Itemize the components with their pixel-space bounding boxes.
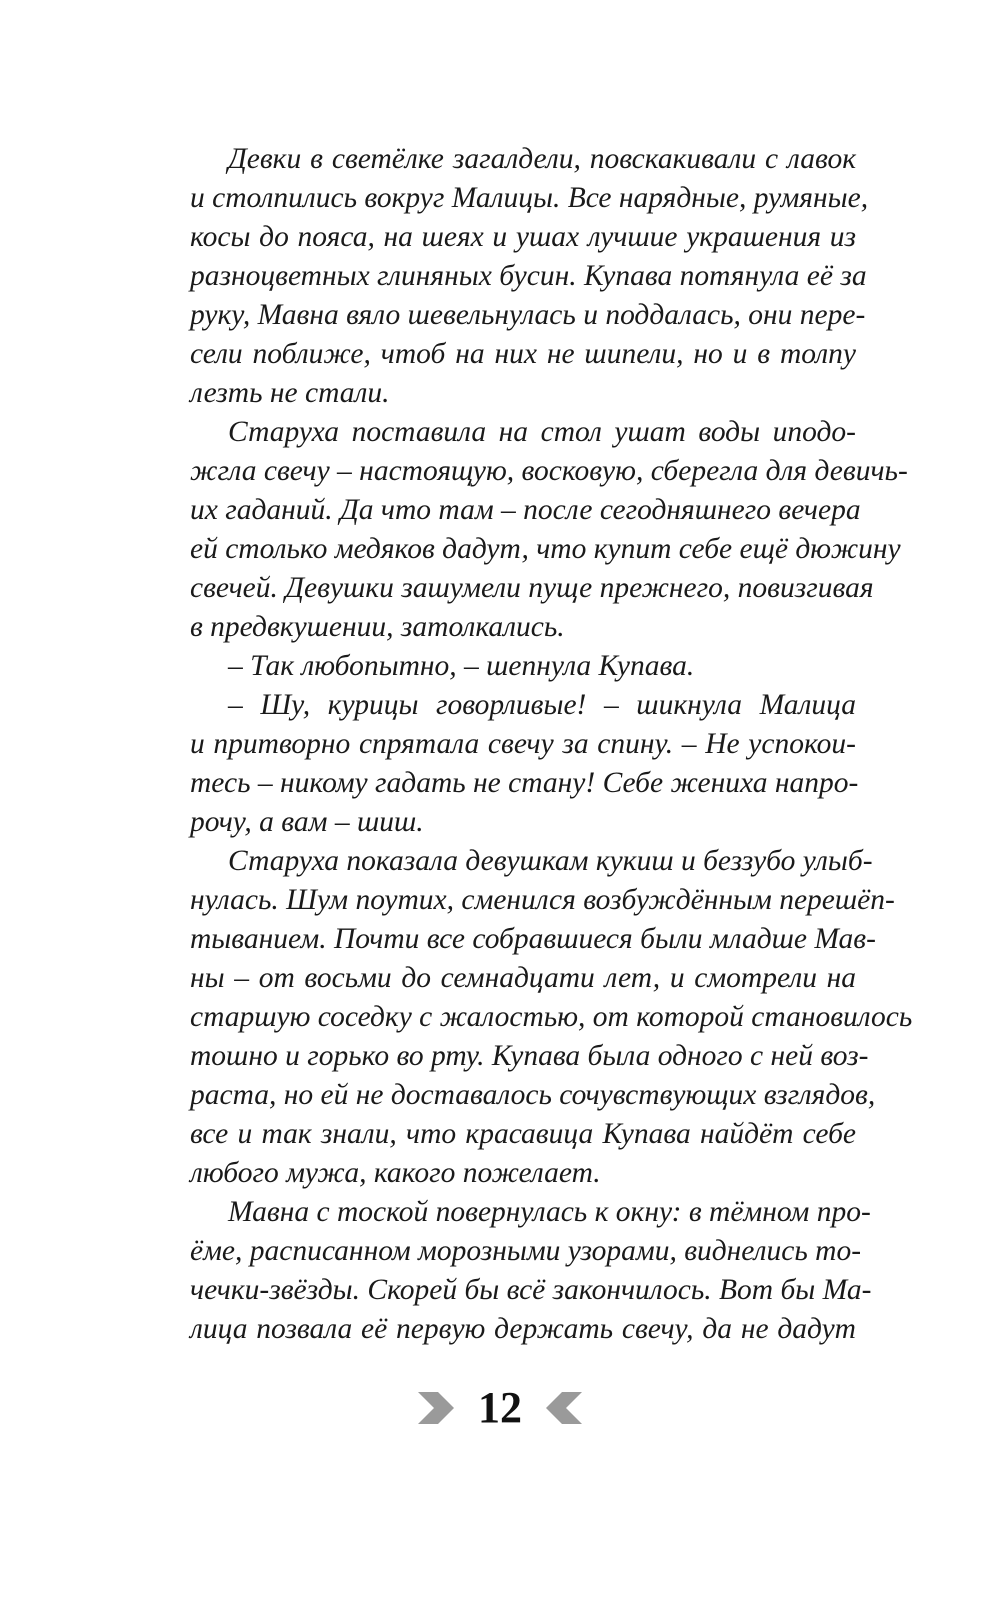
text-line: лица позвала её первую держать свечу, да не дадут [190, 1313, 856, 1345]
chevron-left-shape [546, 1392, 582, 1424]
chevron-left-icon [544, 1388, 584, 1428]
text-line: раста, но ей не доставалось сочувствующих взглядов, [190, 1079, 876, 1111]
text-line: тесь – никому гадать не стану! Себе жениха напро- [190, 767, 859, 799]
page-number: 12 [478, 1383, 522, 1432]
text-line: старшую соседку с жалостью, от которой становилось [190, 1001, 913, 1033]
text-line: и столпились вокруг Малицы. Все нарядные, румяные, [190, 182, 869, 214]
page-footer [0, 1378, 1000, 1438]
text-line: все и так знали, что красавица Купава найдёт себе [190, 1118, 856, 1150]
text-line: чечки-звёзды. Скорей бы всё закончилось. Вот бы Ма- [190, 1274, 872, 1306]
text-line: свечей. Девушки зашумели пуще прежнего, повизгивая [190, 572, 874, 604]
text-line: Мавна с тоской повернулась к окну: в тёмном про- [228, 1196, 871, 1228]
text-line: Старуха поставила на стол ушат воды иподо- [228, 416, 856, 448]
page-body [190, 140, 913, 1349]
text-line: рочу, а вам – шиш. [190, 806, 424, 838]
text-line: в предвкушении, затолкались. [190, 611, 565, 643]
text-line: нулась. Шум поутих, сменился возбуждённым перешёп- [190, 884, 895, 916]
text-line: ей столько медяков дадут, что купит себе ещё дюжину [190, 533, 901, 565]
text-line: любого мужа, какого пожелает. [190, 1157, 601, 1189]
text-line: жгла свечу – настоящую, восковую, сберегла для девичь- [190, 455, 908, 487]
text-line: Девки в светёлке загалдели, повскакивали с лавок [228, 143, 856, 175]
text-line: их гаданий. Да что там – после сегодняшнего вечера [190, 494, 861, 526]
text-line: тыванием. Почти все собравшиеся были младше Мав- [190, 923, 876, 955]
chevron-right-icon [416, 1388, 456, 1428]
text-line: ёме, расписанном морозными узорами, виднелись то- [190, 1235, 862, 1267]
text-line: руку, Мавна вяло шевельнулась и поддалась, они пере- [190, 299, 866, 331]
chevron-right-shape [418, 1392, 454, 1424]
text-line: – Шу, курицы говорливые! – шикнула Малица [228, 689, 856, 721]
text-line: лезть не стали. [190, 377, 390, 409]
text-line: сели поближе, чтоб на них не шипели, но и в толпу [190, 338, 856, 370]
text-line: косы до пояса, на шеях и ушах лучшие украшения из [190, 221, 856, 253]
text-line: и притворно спрятала свечу за спину. – Не успокои- [190, 728, 856, 760]
text-line: разноцветных глиняных бусин. Купава потянула её за [190, 260, 867, 292]
text-line: ны – от восьми до семнадцати лет, и смотрели на [190, 962, 856, 994]
text-line: – Так любопытно, – шепнула Купава. [228, 650, 695, 682]
text-line: Старуха показала девушкам кукиш и беззубо улыб- [228, 845, 873, 877]
text-line: тошно и горько во рту. Купава была одного с ней воз- [190, 1040, 869, 1072]
